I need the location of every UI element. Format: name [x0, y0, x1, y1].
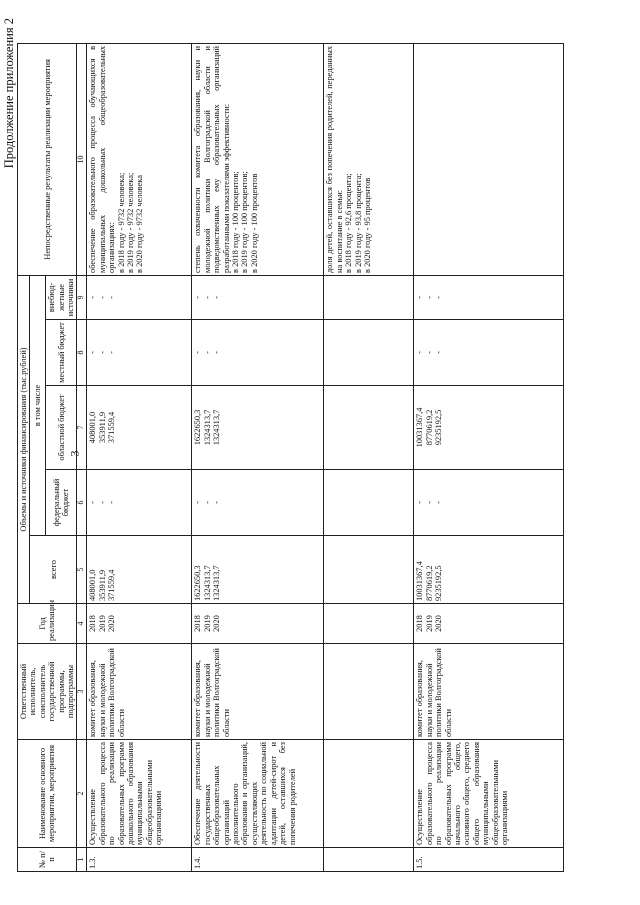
row-results-extra: доля детей, оставшихся без попечения родителей, переданных на воспитание в семьи: в 2018 году - 92,6 процента; в 2019 году - 93,8 процента; в 2020 году - 95 процентов: [324, 43, 414, 275]
header-name: Наименование основного мероприятия, мероприятия: [18, 740, 77, 848]
col-index: 2: [77, 740, 87, 848]
column-index-row: [77, 43, 87, 871]
row-results: степень охваченности комитета образования, науки и молодежной политики Волгоградской области и подведомственных ему образовательных организаций разработанными показателями эффективности: в 2018 году - 100 процентов; в 2019 году - 100 процентов; в 2020 году - 100 процентов: [192, 43, 324, 275]
row-years: 2018 2019 2020: [192, 604, 324, 644]
header-regional: областной бюджет: [46, 386, 77, 470]
table-row-continuation: [324, 43, 414, 871]
header-num: № п/п: [18, 848, 77, 872]
row-name: Осуществление образовательного процесса по реализации образовательных программ дошкольного образования муниципальными общеобразовательными организациями: [87, 740, 192, 848]
header-responsible: Ответственный исполнитель, соисполнитель государственной программы, подпрограммы: [18, 644, 77, 740]
row-name: Осуществление образовательного процесса по реализации образовательных программ начального общего, основного общего, среднего общего образования муниципальными общеобразовательными организациями: [414, 740, 564, 848]
row-local: - - -: [414, 320, 564, 386]
row-extra: - - -: [414, 275, 564, 319]
table-row: [192, 43, 324, 871]
header-federal: федеральный бюджет: [46, 470, 77, 536]
row-num: 1.5.: [414, 848, 564, 872]
col-index: 5: [77, 536, 87, 604]
row-total: 408001,0 353911,9 371559,4: [87, 536, 192, 604]
row-extra: - - -: [192, 275, 324, 319]
row-regional: 1622650,3 1324313,7 1324313,7: [192, 386, 324, 470]
header-total: всего: [30, 536, 77, 604]
row-extra: - - -: [87, 275, 192, 319]
row-num: 1.3.: [87, 848, 192, 872]
row-results: обеспечение образовательного процесса обучающихся в муниципальных дошкольных общеобразовательных организациях: в 2018 году - 9732 человека; в 2019 году - 9732 человека; в 2020 году - 9732 человека: [87, 43, 192, 275]
col-index: 1: [77, 848, 87, 872]
header-extra: внебюд-жетные источники: [46, 275, 77, 319]
row-federal: - - -: [192, 470, 324, 536]
table-row: [414, 43, 564, 871]
row-responsible: комитет образования, науки и молодежной политики Волгоградской области: [414, 644, 564, 740]
header-local: местный бюджет: [46, 320, 77, 386]
col-index: 10: [77, 43, 87, 275]
row-local: - - -: [192, 320, 324, 386]
col-index: 6: [77, 470, 87, 536]
table-row: [87, 43, 192, 871]
row-federal: - - -: [87, 470, 192, 536]
row-results: [414, 43, 564, 275]
header-year: Год реализации: [18, 604, 77, 644]
row-regional: 408001,0 353911,9 371559,4: [87, 386, 192, 470]
row-years: 2018 2019 2020: [414, 604, 564, 644]
row-name: Обеспечение деятельности государственных общеобразовательных организаций дополнительного образования и организаций, осуществляющих деятельность по социальной адаптации детей-сирот и детей, оставшихся без попечения родителей: [192, 740, 324, 848]
row-years: 2018 2019 2020: [87, 604, 192, 644]
row-responsible: комитет образования, науки и молодежной политики Волгоградской области: [87, 644, 192, 740]
row-total: 10031367,4 8770619,2 9235192,5: [414, 536, 564, 604]
row-responsible: комитет образования, науки и молодежной политики Волгоградской области: [192, 644, 324, 740]
continuation-title: Продолжение приложения 2: [2, 18, 16, 169]
col-index: 9: [77, 275, 87, 319]
row-total: 1622650,3 1324313,7 1324313,7: [192, 536, 324, 604]
page-number: 3: [67, 450, 82, 457]
col-index: 7: [77, 386, 87, 470]
row-local: - - -: [87, 320, 192, 386]
col-index: 4: [77, 604, 87, 644]
program-table: [17, 43, 564, 872]
row-num: 1.4.: [192, 848, 324, 872]
row-regional: 10031367,4 8770619,2 9235192,5: [414, 386, 564, 470]
header-results: Непосредственные результаты реализации мероприятия: [18, 43, 77, 275]
row-federal: - - -: [414, 470, 564, 536]
col-index: 3: [77, 644, 87, 740]
col-index: 8: [77, 320, 87, 386]
header-funding: Объемы и источники финансирования (тыс.рублей): [18, 275, 30, 603]
header-incl: в том числе: [30, 275, 46, 535]
